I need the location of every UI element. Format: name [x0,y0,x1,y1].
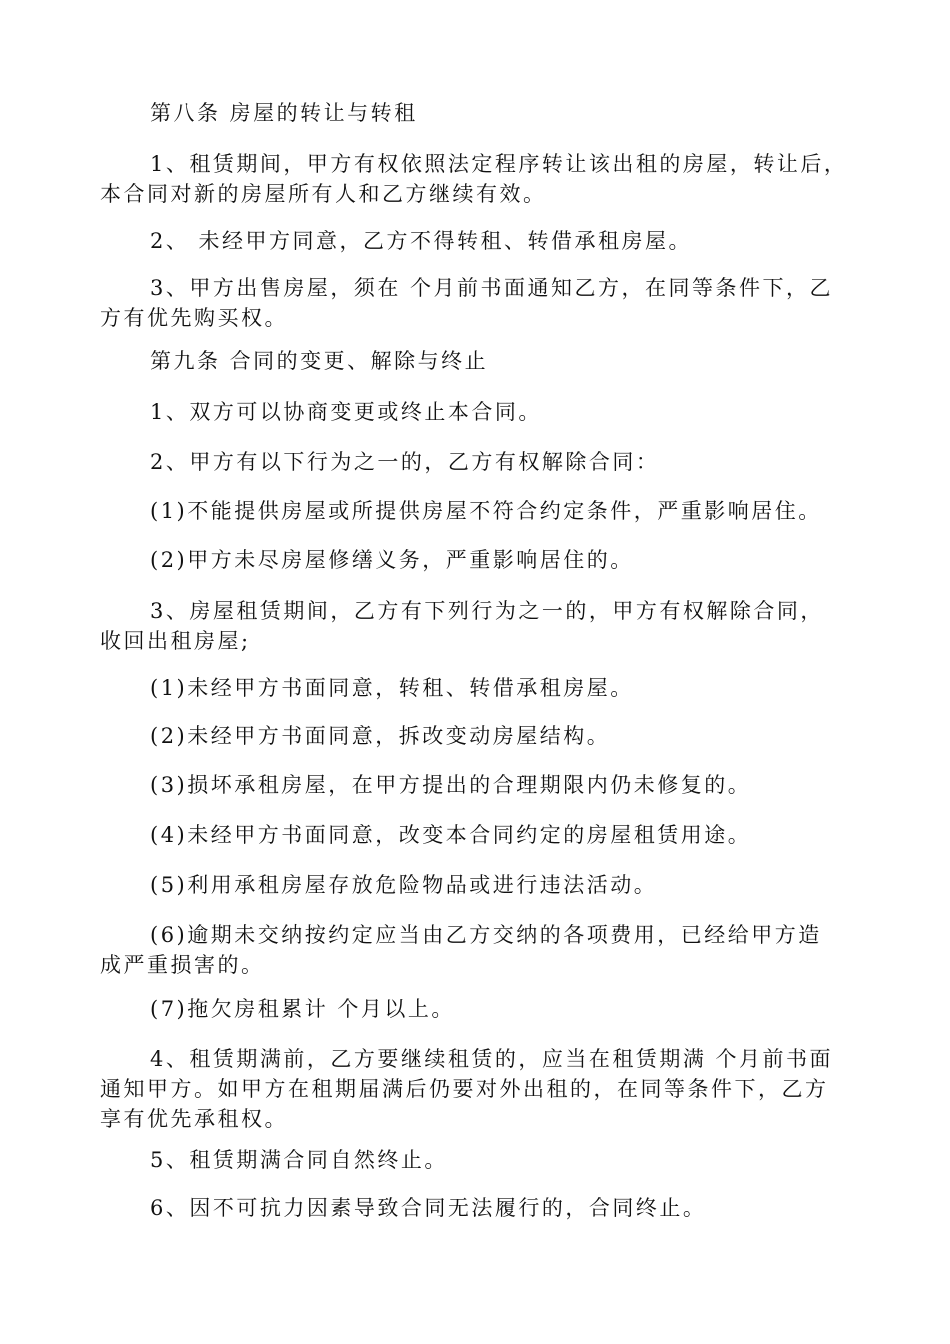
article-9-heading [100,346,850,376]
paragraph-line: (1)不能提供房屋或所提供房屋不符合约定条件，严重影响居住。 [150,499,822,523]
paragraph-line: 第九条 合同的变更、解除与终止 [150,349,489,373]
paragraph-line: 第八条 房屋的转让与转租 [150,101,418,125]
paragraph-line: (7)拖欠房租累计 个月以上。 [150,997,455,1021]
paragraph-line: 本合同对新的房屋所有人和乙方继续有效。 [100,182,547,206]
article-9-clause-3-item-1 [100,673,850,703]
paragraph-line: 收回出租房屋; [100,629,251,653]
paragraph-line: 成严重损害的。 [100,953,265,977]
article-9-clause-2 [100,447,850,477]
paragraph-line: 2、甲方有以下行为之一的，乙方有权解除合同： [150,450,660,474]
article-8-clause-3 [100,273,850,333]
article-9-clause-2-item-1 [100,496,850,526]
paragraph-line: 3、房屋租赁期间，乙方有下列行为之一的，甲方有权解除合同， [150,599,824,623]
paragraph-line: 2、 未经甲方同意，乙方不得转租、转借承租房屋。 [150,229,693,253]
article-9-clause-3-item-3 [100,770,850,800]
paragraph-line: (5)利用承租房屋存放危险物品或进行违法活动。 [150,873,658,897]
paragraph-line: 1、双方可以协商变更或终止本合同。 [150,400,542,424]
paragraph-line: (1)未经甲方书面同意，转租、转借承租房屋。 [150,676,634,700]
article-9-clause-6 [100,1193,850,1223]
paragraph-line: 1、租赁期间，甲方有权依照法定程序转让该出租的房屋，转让后， [150,152,848,176]
article-9-clause-3-item-5 [100,870,850,900]
article-9-clause-3 [100,596,850,656]
article-9-clause-3-item-4 [100,820,850,850]
paragraph-line: 享有优先承租权。 [100,1107,288,1131]
article-9-clause-1 [100,397,850,427]
paragraph-line: 4、租赁期满前，乙方要继续租赁的，应当在租赁期满 个月前书面 [150,1047,834,1071]
paragraph-line: (4)未经甲方书面同意，改变本合同约定的房屋租赁用途。 [150,823,752,847]
paragraph-line: (2)甲方未尽房屋修缮义务，严重影响居住的。 [150,548,634,572]
paragraph-line: 3、甲方出售房屋，须在 个月前书面通知乙方，在同等条件下，乙 [150,276,834,300]
paragraph-line: 6、因不可抗力因素导致合同无法履行的，合同终止。 [150,1196,707,1220]
article-9-clause-3-item-6 [100,920,850,980]
paragraph-line: (2)未经甲方书面同意，拆改变动房屋结构。 [150,724,611,748]
paragraph-line: 通知甲方。如甲方在租期届满后仍要对外出租的，在同等条件下，乙方 [100,1077,829,1101]
paragraph-line: 5、租赁期满合同自然终止。 [150,1148,448,1172]
article-9-clause-5 [100,1145,850,1175]
article-9-clause-3-item-7 [100,994,850,1024]
article-8-heading [100,98,850,128]
article-9-clause-4 [100,1044,850,1134]
paragraph-line: (6)逾期未交纳按约定应当由乙方交纳的各项费用，已经给甲方造 [150,923,822,947]
article-8-clause-2 [100,226,850,256]
paragraph-line: 方有优先购买权。 [100,306,288,330]
paragraph-line: (3)损坏承租房屋，在甲方提出的合理期限内仍未修复的。 [150,773,752,797]
article-9-clause-3-item-2 [100,721,850,751]
article-9-clause-2-item-2 [100,545,850,575]
article-8-clause-1 [100,149,850,209]
